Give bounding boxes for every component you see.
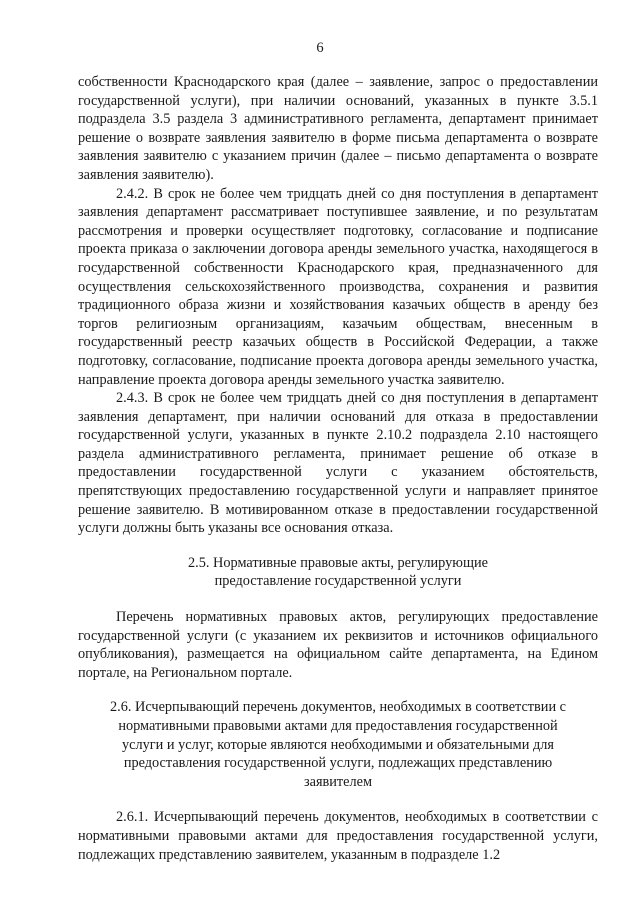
page-number: 6 <box>316 40 324 56</box>
section-heading-2-6: 2.6. Исчерпывающий перечень документов, необходимых в соответствии с нормативными правовыми актами для предоставления государственной услуги и услуг, которые являются необходимыми и обязательными для предоставления государственной услуги, подлежащих представлению заявителем <box>109 699 567 790</box>
paragraph-2-4-3: 2.4.3. В срок не более чем тридцать дней со дня поступления в департамент заявления департамент, при наличии оснований для отказа в предоставлении государственной услуги, указанных в пункте 2.10.2 подраздела 2.10 настоящего раздела административного регламента, принимает решение об отказе в предоставлении государственной услуги с указанием обстоятельств, препятствующих предоставлению государственной услуги и направляет принятое решение заявителю. В мотивированном отказе в предоставлении государственной услуги должны быть указаны все основания отказа. <box>78 390 598 537</box>
section-heading-2-5: 2.5. Нормативные правовые акты, регулирующие предоставление государственной услуги <box>188 554 488 590</box>
paragraph-2-6-1: 2.6.1. Исчерпывающий перечень документов, необходимых в соответствии с нормативными правовыми актами для предоставления государственной услуги, подлежащих представлению заявителем, указанным в подразделе 1.2 <box>78 809 598 863</box>
paragraph-2-4-2: 2.4.2. В срок не более чем тридцать дней со дня поступления в департамент заявления департамент рассматривает поступившее заявление, и по результатам рассмотрения и проверки осуществляет подготовку, согласование и подписание проекта приказа о заключении договора аренды земельного участка, находящегося в государственной собственности Краснодарского края, предназначенного для осуществления сельскохозяйственного производства, сохранения и развития традиционного образа жизни и хозяйствования казачьих обществ в аренду без торгов религиозным организациям, казачьим обществам, внесенным в государственный реестр казачьих обществ в Российской Федерации, а также подготовку, согласование, подписание проекта договора аренды земельного участка, направление проекта договора аренды земельного участка заявителю. <box>78 185 598 388</box>
document-body <box>78 73 598 864</box>
paragraph-legal-acts: Перечень нормативных правовых актов, регулирующих предоставление государственной услуги (с указанием их реквизитов и источников официального опубликования), размещается на официальном сайте департамента, на Едином портале, на Региональном портале. <box>78 609 598 681</box>
paragraph-continuation: собственности Краснодарского края (далее – заявление, запрос о предоставлении государственной услуги), при наличии оснований, указанных в пункте 3.5.1 подраздела 3.5 раздела 3 административного регламента, департамент принимает решение о возврате заявления заявителю в форме письма департамента о возврате заявления заявителю с указанием причин (далее – письмо департамента о возврате заявления заявителю). <box>78 74 598 183</box>
